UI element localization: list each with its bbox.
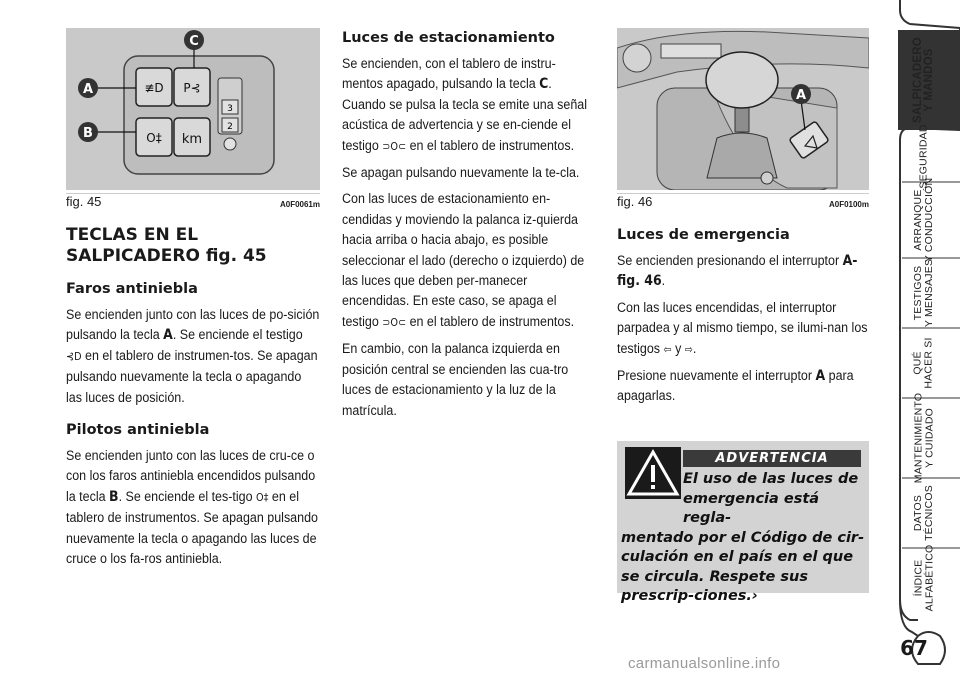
tab-mantenimiento[interactable]: MANTENIMIENTO Y CUIDADO xyxy=(912,392,935,484)
key-a: A xyxy=(163,327,173,344)
figure-45-image xyxy=(66,28,320,190)
gear-3-label: 3 xyxy=(227,104,233,114)
svg-text:≢D: ≢D xyxy=(144,81,164,95)
paragraph-emergencia-3: Presione nuevamente el interruptor A para apagarlas. xyxy=(617,368,854,405)
km-label: km xyxy=(181,132,203,147)
subheading-pilotos-antiniebla: Pilotos antiniebla xyxy=(66,422,210,439)
watermark: carmanualsonline.info xyxy=(628,655,781,672)
key-b: B xyxy=(109,488,119,505)
paragraph-emergencia-1: Se encienden presionando el interruptor A-fig. 46. xyxy=(617,253,858,290)
subheading-luces-estacionamiento: Luces de estacionamiento xyxy=(342,30,555,46)
figure-reference: A-fig. 46 xyxy=(617,253,858,290)
callout-b-label: B xyxy=(83,126,93,141)
gear-lever-hazard-illustration xyxy=(617,28,869,190)
column-left xyxy=(66,28,320,575)
warning-text: El uso de las luces de emergencia está regla- mentado por el Código de cir-culación en el país en el que se circula. Respete sus prescrip-ciones.› xyxy=(621,471,865,604)
figure-45-caption: fig. 45 xyxy=(66,194,102,209)
column-right xyxy=(617,28,869,413)
paragraph-estacionamiento-4: En cambio, con la palanca izquierda en posición central se encienden las cua-tro luces de estacionamiento y la luz de la matrícula. xyxy=(342,341,569,419)
front-fog-icon: ⊰D xyxy=(66,349,82,363)
figure-46-code: A0F0100m xyxy=(828,200,869,209)
rear-fog-icon: O‡ xyxy=(255,490,269,504)
figure-45-code: A0F0061m xyxy=(279,200,320,209)
svg-text:P⊰: P⊰ xyxy=(183,81,201,95)
dashboard-buttons-illustration xyxy=(66,28,320,190)
tab-seguridad[interactable]: SEGURIDAD xyxy=(917,123,930,189)
tab-salpicadero[interactable]: SALPICADERO Y MANDOS xyxy=(912,37,935,123)
subheading-luces-emergencia: Luces de emergencia xyxy=(617,227,790,243)
arrow-left-icon: ⇦ xyxy=(663,342,672,356)
column-middle xyxy=(342,28,593,427)
callout-a-label: A xyxy=(795,88,807,103)
paragraph-estacionamiento-1: Se encienden, con el tablero de instru-mentos apagado, pulsando la tecla C. Cuando se pulsa la tecla se emite una señal acústica de advertencia y se en-ciende el testigo ⊃O⊂ en el tablero de instrumentos. xyxy=(342,56,588,154)
figure-45-caption-row xyxy=(66,193,320,209)
warning-header: ADVERTENCIA xyxy=(683,450,861,467)
tab-testigos[interactable]: TESTIGOS Y MENSAJES xyxy=(911,258,935,328)
gear-2-label: 2 xyxy=(227,122,233,132)
warning-box xyxy=(617,441,869,604)
page-number: 67 xyxy=(900,636,928,660)
paragraph-estacionamiento-3: Con las luces de estacionamiento en-cendidas y moviendo la palanca iz-quierda hacia arriba o hacia abajo, es posible seleccionar el lado (derecho o izquierdo) de las luces que deben per-manecer encendidas. En este caso, se apaga el testigo ⊃O⊂ en el tablero de instrumentos. xyxy=(342,191,585,330)
paragraph-emergencia-2: Con las luces encendidas, el interruptor parpadea y al mismo tiempo, se ilumi-nan los testigos ⇦ y ⇨. xyxy=(617,299,868,357)
section-tabs xyxy=(888,0,960,677)
tab-indice[interactable]: ÍNDICE ALFABÉTICO xyxy=(912,544,935,612)
figure-46-image xyxy=(617,28,869,190)
paragraph-faros-antiniebla: Se encienden junto con las luces de po-sición pulsando la tecla A. Se enciende el testigo ⊰D en el tablero de instrumen-tos. Se apagan pulsando nuevamente la tecla o apagando las luces de posición. xyxy=(66,307,320,406)
figure-46-caption: fig. 46 xyxy=(617,194,653,209)
callout-c-label: C xyxy=(189,34,199,49)
figure-46-caption-row xyxy=(617,193,869,209)
key-c: C xyxy=(539,76,549,93)
svg-text:O‡: O‡ xyxy=(146,131,162,145)
paragraph-estacionamiento-2: Se apagan pulsando nuevamente la te-cla. xyxy=(342,165,580,182)
tab-que-hacer-si[interactable]: QUÉ HACER SI xyxy=(911,337,935,389)
arrow-right-icon: ⇨ xyxy=(684,342,693,356)
section-heading-teclas: TECLAS EN EL SALPICADERO fig. 45 xyxy=(66,225,267,266)
key-a: A xyxy=(815,368,826,385)
parking-lights-icon: ⊃O⊂ xyxy=(382,315,407,329)
callout-a-label: A xyxy=(82,82,94,97)
paragraph-pilotos-antiniebla: Se encienden junto con las luces de cru-ce o con los faros antiniebla encendidos pulsando la tecla B. Se enciende el tes-tigo O‡ en el tablero de instrumentos. Se apagan pulsando nuevamente la tecla o apagando las luces de cruce o los fa-ros antiniebla. xyxy=(66,448,318,568)
tab-datos-tecnicos[interactable]: DATOS TÉCNICOS xyxy=(911,485,935,541)
parking-lights-icon: ⊃O⊂ xyxy=(382,139,407,153)
subheading-faros-antiniebla: Faros antiniebla xyxy=(66,281,198,297)
tab-arranque[interactable]: ARRANQUE Y CONDUCCIÓN xyxy=(912,177,935,263)
